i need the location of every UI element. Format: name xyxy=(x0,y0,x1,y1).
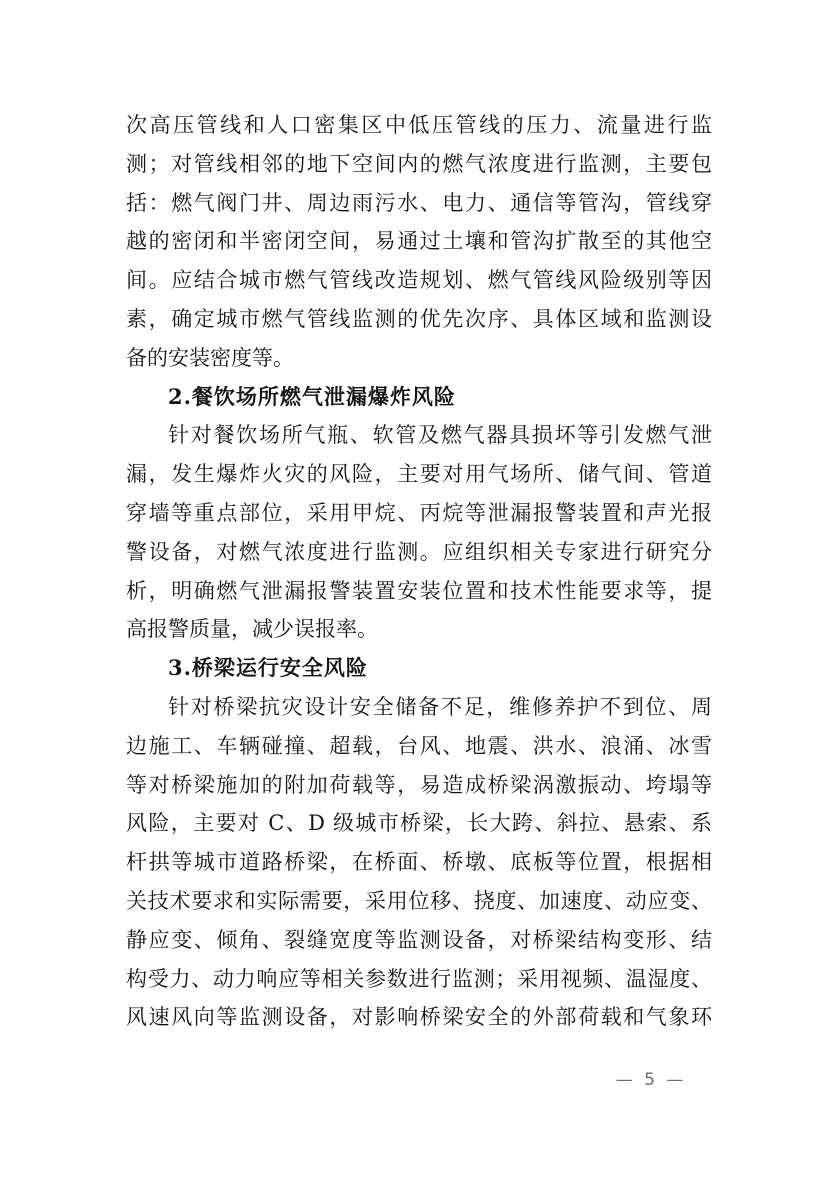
text-line: 等对桥梁施加的附加荷载等，易造成桥梁涡激振动、垮塌等 xyxy=(126,772,712,797)
text-line: 穿墙等重点部位，采用甲烷、丙烷等泄漏报警装置和声光报 xyxy=(126,500,712,525)
text-line: 杆拱等城市道路桥梁，在桥面、桥墩、底板等位置，根据相 xyxy=(126,850,712,875)
text-line: 风速风向等监测设备，对影响桥梁安全的外部荷载和气象环 xyxy=(126,1005,712,1030)
text-line: 构受力、动力响应等相关参数进行监测；采用视频、温湿度、 xyxy=(126,966,712,991)
document-body xyxy=(126,106,712,1037)
text-line: 关技术要求和实际需要，采用位移、挠度、加速度、动应变、 xyxy=(126,888,712,913)
text-line: 高报警质量，减少误报率。 xyxy=(126,617,378,642)
text-line: 边施工、车辆碰撞、超载，台风、地震、洪水、浪涌、冰雪 xyxy=(126,733,712,758)
text-line: 间。应结合城市燃气管线改造规划、燃气管线风险级别等因 xyxy=(126,268,712,293)
text-line: 漏，发生爆炸火灾的风险，主要对用气场所、储气间、管道 xyxy=(126,462,712,487)
text-line: 针对餐饮场所气瓶、软管及燃气器具损坏等引发燃气泄 xyxy=(168,423,712,448)
text-line: 警设备，对燃气浓度进行监测。应组织相关专家进行研究分 xyxy=(126,539,712,564)
text-line: 风险，主要对 C、D 级城市桥梁，长大跨、斜拉、悬索、系 xyxy=(126,811,712,836)
text-line: 静应变、倾角、裂缝宽度等监测设备，对桥梁结构变形、结 xyxy=(126,927,712,952)
text-line: 测；对管线相邻的地下空间内的燃气浓度进行监测，主要包 xyxy=(126,151,712,176)
text-line: 次高压管线和人口密集区中低压管线的压力、流量进行监 xyxy=(126,113,712,137)
text-line: 素，确定城市燃气管线监测的优先次序、具体区域和监测设 xyxy=(126,306,712,331)
page-number: — 5 — xyxy=(615,1070,687,1090)
text-line: 括：燃气阀门井、周边雨污水、电力、通信等管沟，管线穿 xyxy=(126,190,712,215)
section-heading-2: 2.餐饮场所燃气泄漏爆炸风险 xyxy=(168,383,456,409)
text-line: 针对桥梁抗灾设计安全储备不足，维修养护不到位、周 xyxy=(168,694,712,719)
text-line: 备的安装密度等。 xyxy=(126,345,294,370)
text-line: 越的密闭和半密闭空间，易通过土壤和管沟扩散至的其他空 xyxy=(126,229,712,254)
text-line: 析，明确燃气泄漏报警装置安装位置和技术性能要求等，提 xyxy=(126,578,712,603)
section-heading-3: 3.桥梁运行安全风险 xyxy=(168,655,368,681)
